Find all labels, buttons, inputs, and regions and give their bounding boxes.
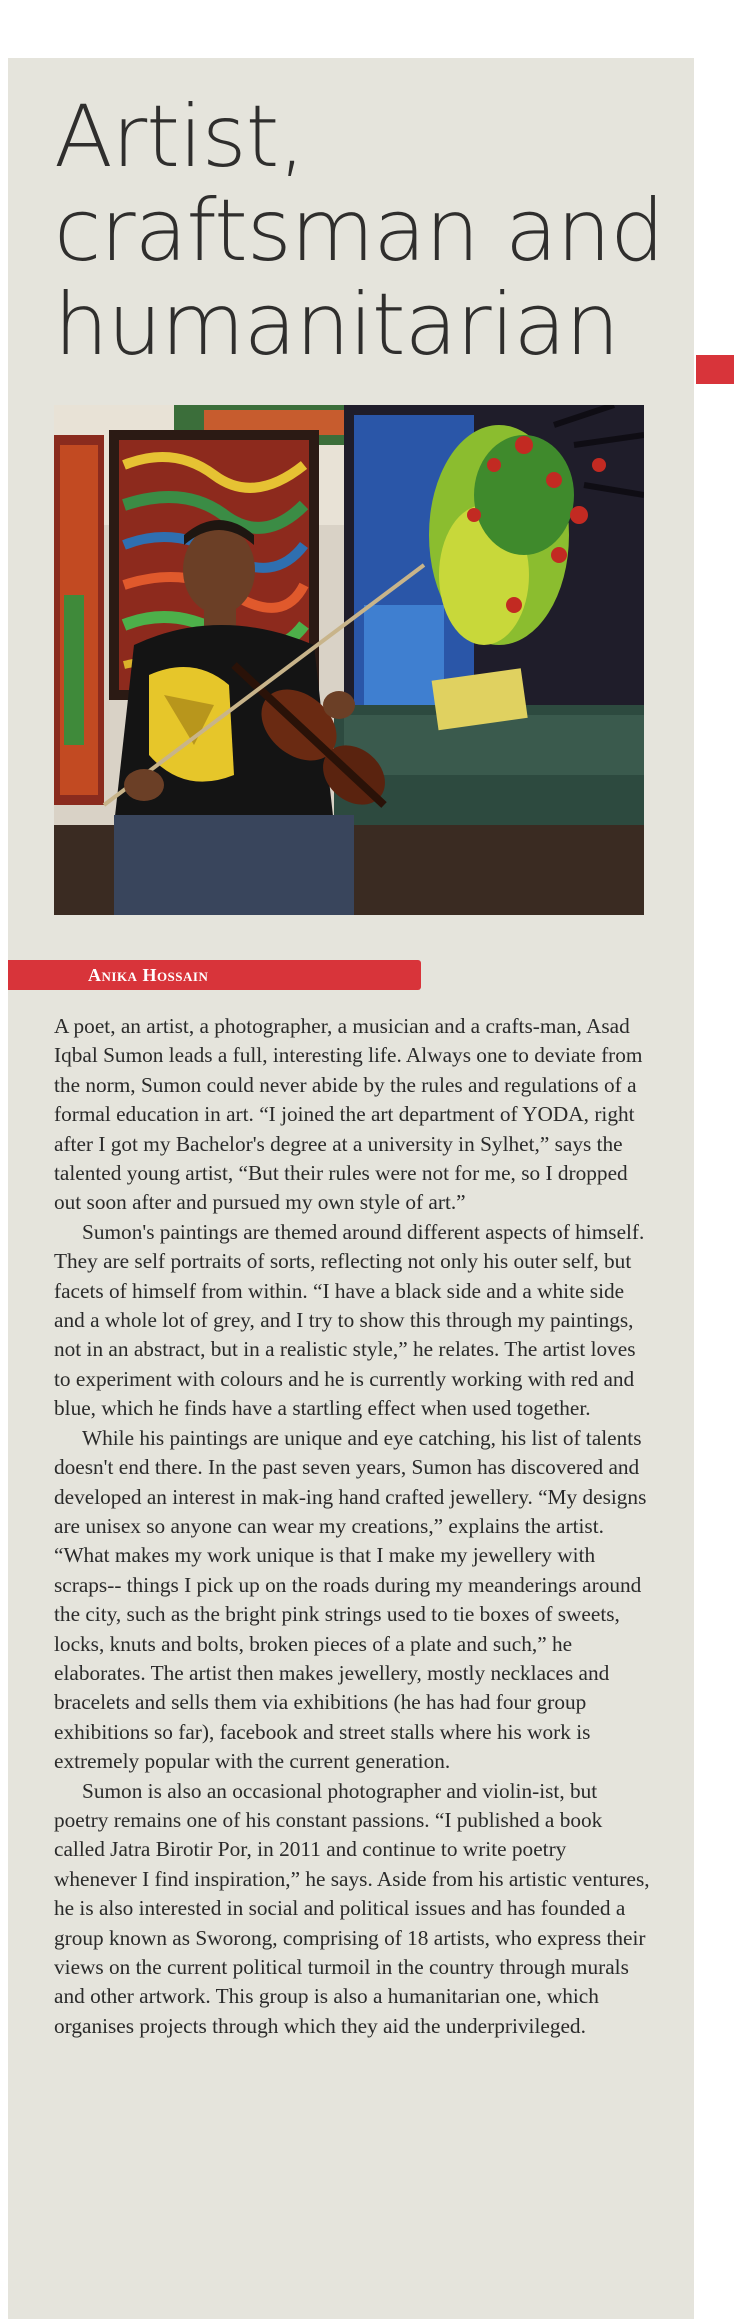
- article-body: [54, 1012, 654, 2041]
- headline-line-2: craftsman and: [54, 181, 664, 281]
- byline-bar: [8, 960, 421, 990]
- byline: Anika Hossain: [88, 965, 209, 985]
- headline-line-3: humanitarian: [54, 275, 619, 375]
- section-marker: [696, 355, 734, 384]
- article-photo: [54, 405, 644, 915]
- headline-line-1: Artist,: [54, 87, 305, 187]
- paragraph-1: A poet, an artist, a photographer, a musician and a crafts-man, Asad Iqbal Sumon leads a full, interesting life. Always one to deviate from the norm, Sumon could never abide by the rules and regulations of a formal education in art. “I joined the art department of YODA, right after I got my Bachelor's degree at a university in Sylhet,” says the talented young artist, “But their rules were not for me, so I dropped out soon after and pursued my own style of art.”: [54, 1014, 643, 1215]
- paragraph-2: Sumon's paintings are themed around different aspects of himself. They are self portraits of sorts, reflecting not only his outer self, but facets of himself from within. “I have a black side and a white side and a whole lot of grey, and I try to show this through my paintings, not in an abstract, but in a realistic style,” he relates. The artist loves to experiment with colours and he is currently working with red and blue, which he finds have a startling effect when used together.: [54, 1219, 645, 1421]
- paragraph-3: While his paintings are unique and eye catching, his list of talents doesn't end there. In the past seven years, Sumon has discovered and developed an interest in mak-ing hand crafted jewellery. “My designs are unisex so anyone can wear my creations,” explains the artist. “What makes my work unique is that I make my jewellery with scraps-- things I pick up on the roads during my meanderings around the city, such as the bright pink strings used to tie boxes of sweets, locks, knuts and bolts, broken pieces of a plate and such,” he elaborates. The artist then makes jewellery, mostly necklaces and bracelets and sells them via exhibitions (he has had four group exhibitions so far), facebook and street stalls where his work is extremely popular with the current generation.: [54, 1425, 647, 1774]
- article-headline: [54, 87, 674, 375]
- paragraph-4: Sumon is also an occasional photographer and violin-ist, but poetry remains one of his constant passions. “I published a book called Jatra Birotir Por, in 2011 and continue to write poetry whenever I find inspiration,” he says. Aside from his artistic ventures, he is also interested in social and political issues and has founded a group known as Sworong, comprising of 18 artists, who express their views on the current political turmoil in the country through murals and other artwork. This group is also a humanitarian one, which organises projects through which they aid the underprivileged.: [54, 1778, 650, 2038]
